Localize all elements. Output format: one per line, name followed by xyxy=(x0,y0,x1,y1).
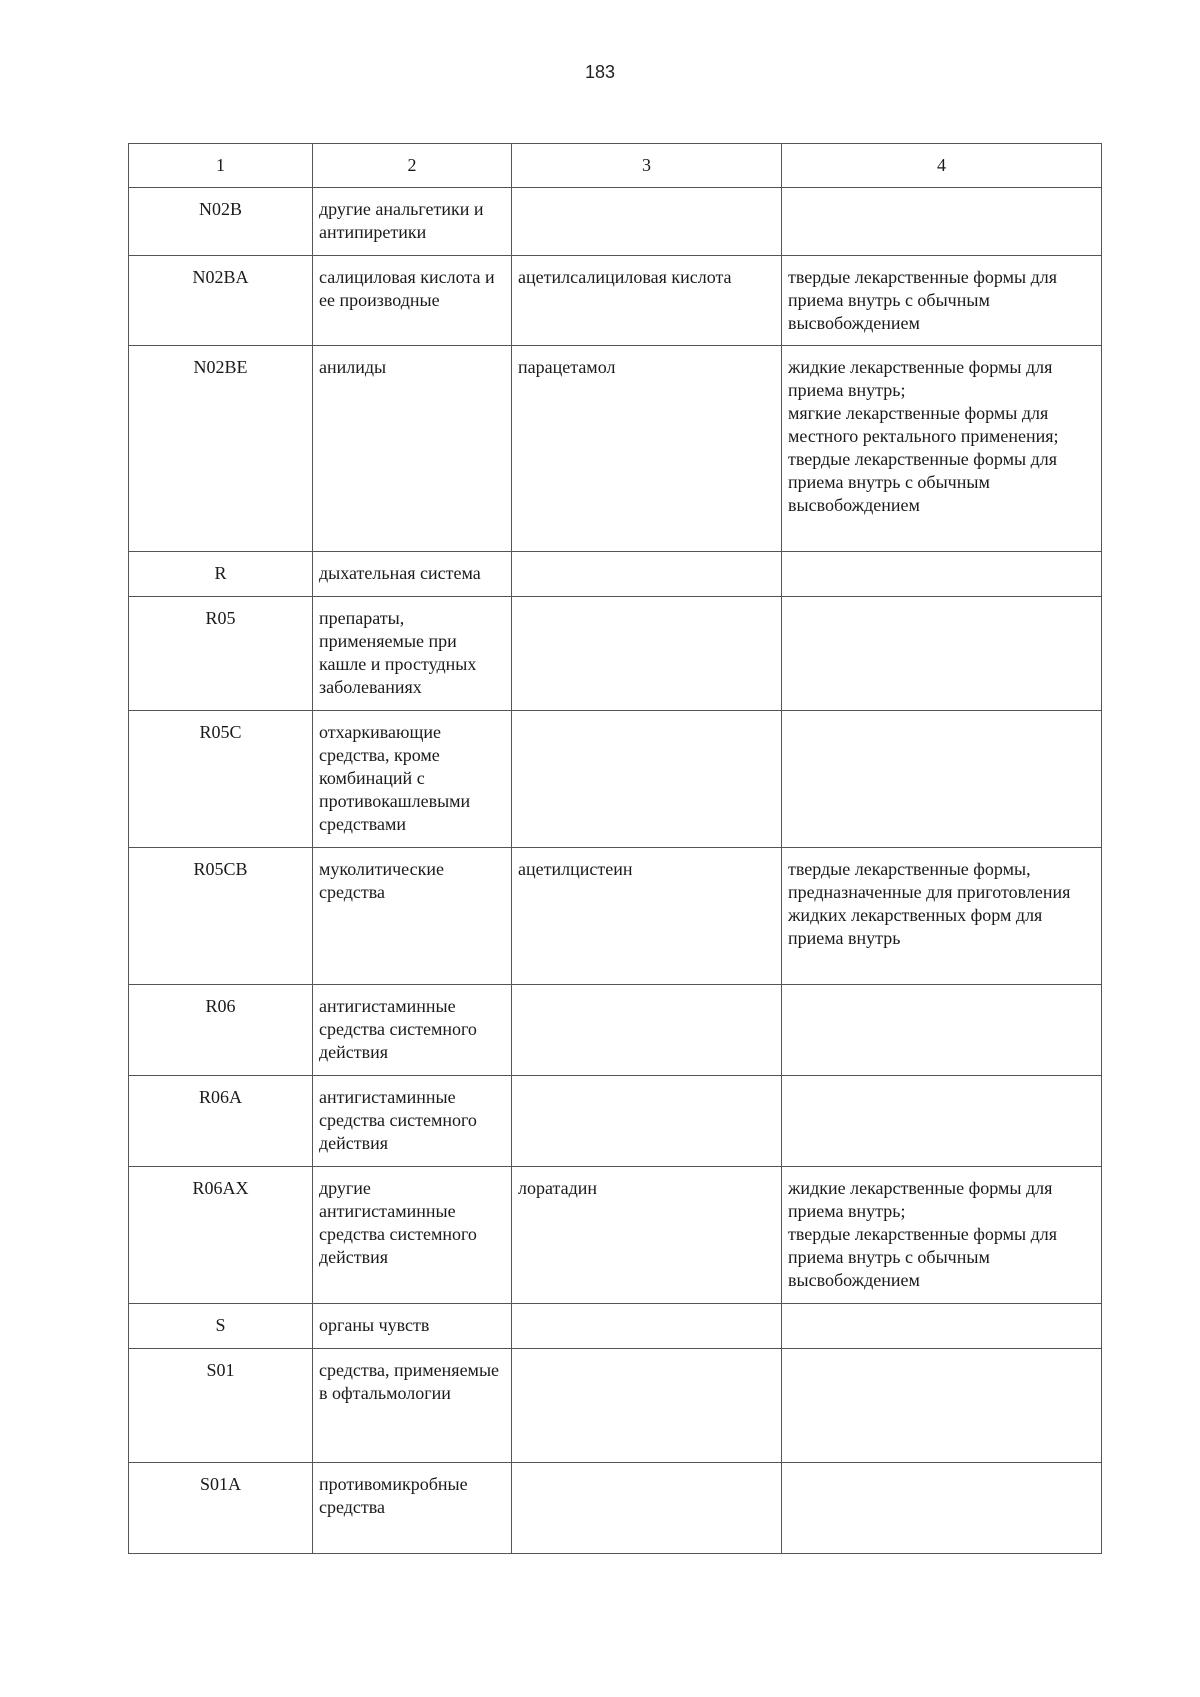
drug-name-cell xyxy=(512,985,782,1076)
atc-code-cell: S01 xyxy=(129,1349,313,1463)
dosage-forms-cell xyxy=(782,552,1102,597)
table-row xyxy=(129,1076,1102,1167)
dosage-forms-cell: жидкие лекарственные формы для приема внутрь; твердые лекарственные формы для приема внутрь с обычным высвобождением xyxy=(782,1167,1102,1304)
dosage-forms-cell xyxy=(782,1304,1102,1349)
column-header-1: 1 xyxy=(129,144,313,188)
column-header-4: 4 xyxy=(782,144,1102,188)
atc-code-cell: R xyxy=(129,552,313,597)
table-row xyxy=(129,711,1102,848)
drug-classification-table xyxy=(128,143,1102,1554)
group-name-cell: отхаркивающие средства, кроме комбинаций с противокашлевыми средствами xyxy=(313,711,512,848)
column-header-2: 2 xyxy=(313,144,512,188)
drug-name-cell xyxy=(512,711,782,848)
drug-name-cell: парацетамол xyxy=(512,346,782,552)
dosage-forms-cell: твердые лекарственные формы для приема внутрь с обычным высвобождением xyxy=(782,256,1102,346)
atc-code-cell: S01A xyxy=(129,1463,313,1554)
table-row xyxy=(129,1463,1102,1554)
table-row xyxy=(129,985,1102,1076)
atc-code-cell: R05CB xyxy=(129,848,313,985)
table-row xyxy=(129,1304,1102,1349)
dosage-forms-cell: твердые лекарственные формы, предназначенные для приготовления жидких лекарственных форм для приема внутрь xyxy=(782,848,1102,985)
drug-name-cell: ацетилцистеин xyxy=(512,848,782,985)
table-row xyxy=(129,1349,1102,1463)
atc-code-cell: N02BA xyxy=(129,256,313,346)
drug-name-cell xyxy=(512,188,782,256)
table-row xyxy=(129,848,1102,985)
table-row xyxy=(129,188,1102,256)
dosage-forms-cell xyxy=(782,1463,1102,1554)
atc-code-cell: S xyxy=(129,1304,313,1349)
drug-name-cell xyxy=(512,1076,782,1167)
atc-code-cell: N02B xyxy=(129,188,313,256)
column-header-3: 3 xyxy=(512,144,782,188)
group-name-cell: другие антигистаминные средства системного действия xyxy=(313,1167,512,1304)
table-row xyxy=(129,1167,1102,1304)
drug-name-cell xyxy=(512,1304,782,1349)
atc-code-cell: N02BE xyxy=(129,346,313,552)
table-row xyxy=(129,597,1102,711)
dosage-forms-cell xyxy=(782,1349,1102,1463)
dosage-forms-cell: жидкие лекарственные формы для приема внутрь; мягкие лекарственные формы для местного ректального применения; твердые лекарственные формы для приема внутрь с обычным высвобождением xyxy=(782,346,1102,552)
group-name-cell: анилиды xyxy=(313,346,512,552)
drug-name-cell xyxy=(512,597,782,711)
group-name-cell: органы чувств xyxy=(313,1304,512,1349)
group-name-cell: средства, применяемые в офтальмологии xyxy=(313,1349,512,1463)
atc-code-cell: R05 xyxy=(129,597,313,711)
dosage-forms-cell xyxy=(782,188,1102,256)
group-name-cell: противомикробные средства xyxy=(313,1463,512,1554)
dosage-forms-cell xyxy=(782,597,1102,711)
dosage-forms-cell xyxy=(782,985,1102,1076)
atc-code-cell: R06AX xyxy=(129,1167,313,1304)
drug-name-cell: лоратадин xyxy=(512,1167,782,1304)
atc-code-cell: R05C xyxy=(129,711,313,848)
atc-code-cell: R06A xyxy=(129,1076,313,1167)
drug-name-cell xyxy=(512,1349,782,1463)
group-name-cell: препараты, применяемые при кашле и простудных заболеваниях xyxy=(313,597,512,711)
dosage-forms-cell xyxy=(782,1076,1102,1167)
page-number: 183 xyxy=(584,62,616,82)
group-name-cell: антигистаминные средства системного действия xyxy=(313,1076,512,1167)
atc-code-cell: R06 xyxy=(129,985,313,1076)
table-row xyxy=(129,552,1102,597)
table-row xyxy=(129,346,1102,552)
group-name-cell: дыхательная система xyxy=(313,552,512,597)
group-name-cell: антигистаминные средства системного действия xyxy=(313,985,512,1076)
group-name-cell: салициловая кислота и ее производные xyxy=(313,256,512,346)
drug-name-cell: ацетилсалициловая кислота xyxy=(512,256,782,346)
table-row xyxy=(129,256,1102,346)
dosage-forms-cell xyxy=(782,711,1102,848)
table-header-row xyxy=(129,144,1102,188)
drug-name-cell xyxy=(512,552,782,597)
group-name-cell: другие анальгетики и антипиретики xyxy=(313,188,512,256)
group-name-cell: муколитические средства xyxy=(313,848,512,985)
drug-name-cell xyxy=(512,1463,782,1554)
